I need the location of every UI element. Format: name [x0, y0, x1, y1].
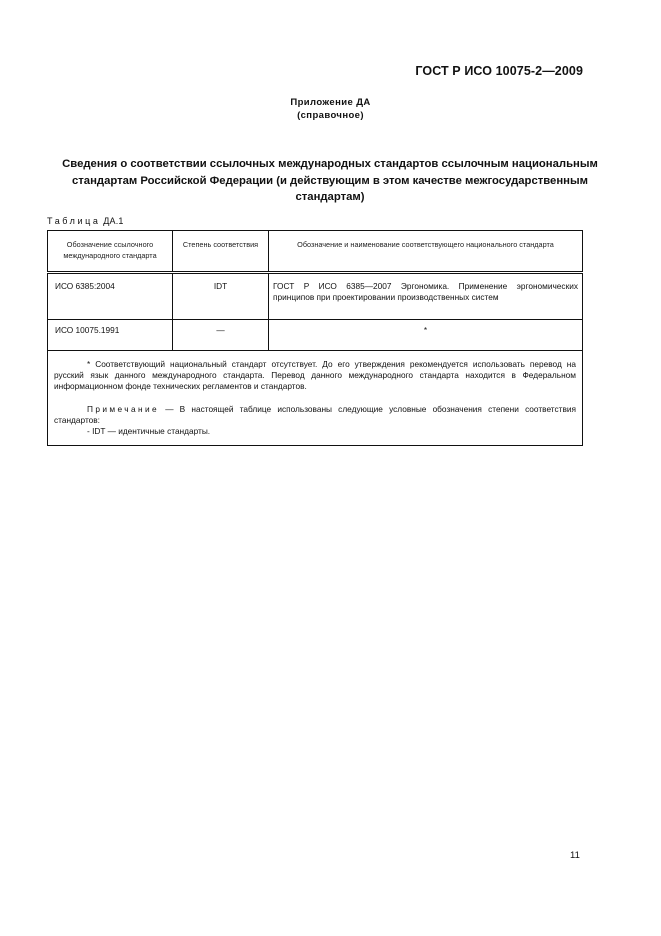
- cell-international: ИСО 10075.1991: [48, 320, 173, 351]
- column-header-degree: Степень соответствия: [173, 231, 269, 273]
- cell-degree: —: [173, 320, 269, 351]
- note-text: — В настоящей таблице использованы следующие условные обозначения степени соответствия стандартов:: [54, 404, 576, 425]
- table-label-word: Таблица: [47, 216, 101, 226]
- note-paragraph: [54, 404, 576, 426]
- note-item: - IDT — идентичные стандарты.: [87, 426, 211, 436]
- note-label: Примечание: [87, 404, 160, 414]
- table-label-number: ДА.1: [103, 216, 124, 226]
- footnote-text: * Соответствующий национальный стандарт отсутствует. До его утверждения рекомендуется использовать перевод на русский язык данного международного стандарта. Перевод данного международного стандарта находится в Федеральном информационном фонде технических регламентов и стандартов.: [54, 359, 576, 391]
- annex-title: Приложение ДА: [290, 97, 371, 108]
- table-notes: [48, 351, 583, 446]
- table-header-row: [48, 231, 583, 273]
- column-header-national: Обозначение и наименование соответствующего национального стандарта: [269, 231, 583, 273]
- annex-subtitle: (справочное): [297, 110, 364, 121]
- column-header-international: Обозначение ссылочного международного стандарта: [48, 231, 173, 273]
- table-row: [48, 273, 583, 320]
- table-notes-row: [48, 351, 583, 446]
- annex-heading: [0, 96, 661, 122]
- table-label: [47, 216, 124, 226]
- table-row: [48, 320, 583, 351]
- correspondence-table: [47, 230, 583, 446]
- cell-national: ГОСТ Р ИСО 6385—2007 Эргономика. Применение эргономических принципов при проектировании производственных систем: [269, 273, 583, 320]
- cell-national: *: [269, 320, 583, 351]
- section-title: Сведения о соответствии ссылочных международных стандартов ссылочным национальным стандартам Российской Федерации (и действующим в этом качестве межгосударственным стандартам): [62, 158, 598, 203]
- cell-international: ИСО 6385:2004: [48, 273, 173, 320]
- cell-degree: IDT: [173, 273, 269, 320]
- page-number: 11: [570, 850, 580, 861]
- document-code-header: ГОСТ Р ИСО 10075-2—2009: [415, 64, 583, 78]
